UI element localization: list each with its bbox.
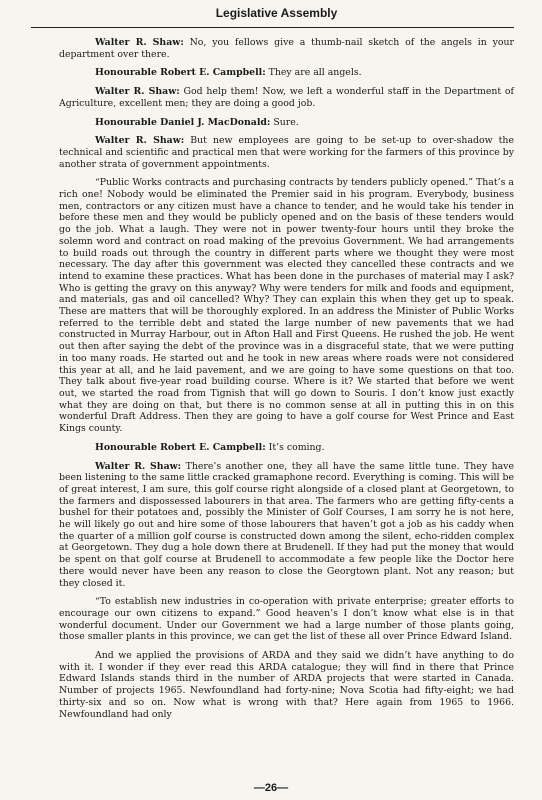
paragraph: [59, 461, 514, 590]
speaker-name: Walter R. Shaw:: [95, 460, 182, 472]
paragraph: [59, 86, 514, 109]
header-rule: [31, 27, 514, 28]
paragraph: [59, 67, 514, 79]
paragraph-text: There’s another one, they all have the same little tune. They have been listening to the same little cracked gramaphone record. Everything is coming. This will be of great interest, I am sure, this golf course right alongside of a closed plant at Georgetown, to the farmers and dispossessed labourers in that area. The farmers who are getting fifty-cents a bushel for their potatoes and, possibly the Minister of Golf Courses, I am sorry he is not here, he will likely go out and hire some of those labourers that haven’t got a job as his caddy when the quarter of a million golf course is constructed down among the silent, echo-ridden complex at Georgetown. They dug a hole down there at Brudenell. If they had put the money that would be spent on that golf course at Brudenell to accommodate a few people like the Doctor here there would never have been any reason to close the Georgtown plant. Not any reason; but they closed it.: [59, 460, 514, 589]
paragraph: [59, 117, 514, 129]
speaker-name: Honourable Daniel J. MacDonald:: [95, 116, 271, 128]
speaker-name: Walter R. Shaw:: [95, 135, 185, 147]
paragraph: [59, 596, 514, 643]
speaker-name: Honourable Robert E. Campbell:: [95, 441, 266, 453]
speaker-name: Honourable Robert E. Campbell:: [95, 67, 266, 79]
paragraph-text: And we applied the provisions of ARDA and they said we didn’t have anything to do with it. I wonder if they ever read this ARDA catalogue; they will find in there that Prince Edward Islands stands third in the number of ARDA projects that were started in Canada. Number of projects 1965. Newfoundland had forty-nine; Nova Scotia had fifty-eight; we had thirty-six and so on. Now what is wrong with that? Here again from 1965 to 1966. Newfoundland had only: [59, 650, 514, 720]
paragraph-text: No, you fellows give a thumb-nail sketch of the angels in your department over there.: [59, 37, 514, 60]
paragraph-text: They are all angels.: [268, 67, 362, 79]
paragraph-text: Sure.: [273, 116, 299, 128]
running-head: Legislative Assembly: [215, 6, 338, 20]
paragraph: [59, 135, 514, 170]
speaker-name: Walter R. Shaw:: [95, 37, 184, 48]
speaker-name: Walter R. Shaw:: [95, 86, 180, 98]
paragraph: [59, 177, 514, 434]
paragraph-text: “Public Works contracts and purchasing contracts by tenders publicly opened.” That’s a rich one! Nobody would be eliminated the Premier said in his program. Everybody, business men, contractors or any citizen must have a chance to tender, and he would take his tender in before these men and they would be publicly opened and on the basis of these tenders would go the job. What a laugh. They were not in power twenty-four hours until they broke the solemn word and contract on road making of the prevoius Government. We had arrangements to build roads out through the country in different parts where we thought they were most necessary. The day after this government was elected they cancelled these contracts and we intend to examine these practices. What has been done in the purchases of material may I ask? Who is getting the gravy on this anyway? Why were tenders for milk and foods and equipment, and materials, gas and oil cancelled? Why? They can explain this when they get up to speak. These are matters that will be thoroughly explored. In an address the Minister of Public Works referred to the terrible debt and stated the large number of new pavements that we had constructed in Murray Harbour, out in Afton Hall and First Queens. He rushed the job. He went out then after saying the debt of the province was in a disgraceful state, that we were putting in too many roads. He started out and he took in new areas where roads were not considered this year at all, and he laid pavement, and we are going to have some questions on that too. They talk about five-year road building course. Where is it? We started that before we went out, we started the road from Tignish that will go down to Souris. I don’t know just exactly what they are doing on that, but there is no common sense at all in putting this in on this wonderful Draft Address. Then they are going to have a golf course for West Prince and East Kings county.: [59, 177, 514, 435]
paragraph-text: “To establish new industries in co-operation with private enterprise; greater efforts to encourage our own citizens to expand.” Good heaven’s I don’t know what else is in that wonderful document. Under our Government we had a large number of those plants going, those smaller plants in this province, we can get the list of these all over Prince Edward Island.: [59, 596, 514, 643]
paragraph: [59, 37, 514, 60]
paragraph-text: It’s coming.: [268, 441, 325, 453]
paragraph-text: God help them! Now, we left a wonderful staff in the Department of Agriculture, excellent men; they are doing a good job.: [59, 86, 514, 109]
body-text: [59, 37, 514, 720]
page-number: —26—: [253, 782, 289, 794]
paragraph: [59, 650, 514, 720]
paragraph: [59, 442, 514, 454]
paragraph-text: But new employees are going to be set-up to over-shadow the technical and scientific and practical men that were working for the farmers of this province by another strata of government appointments.: [59, 135, 514, 170]
